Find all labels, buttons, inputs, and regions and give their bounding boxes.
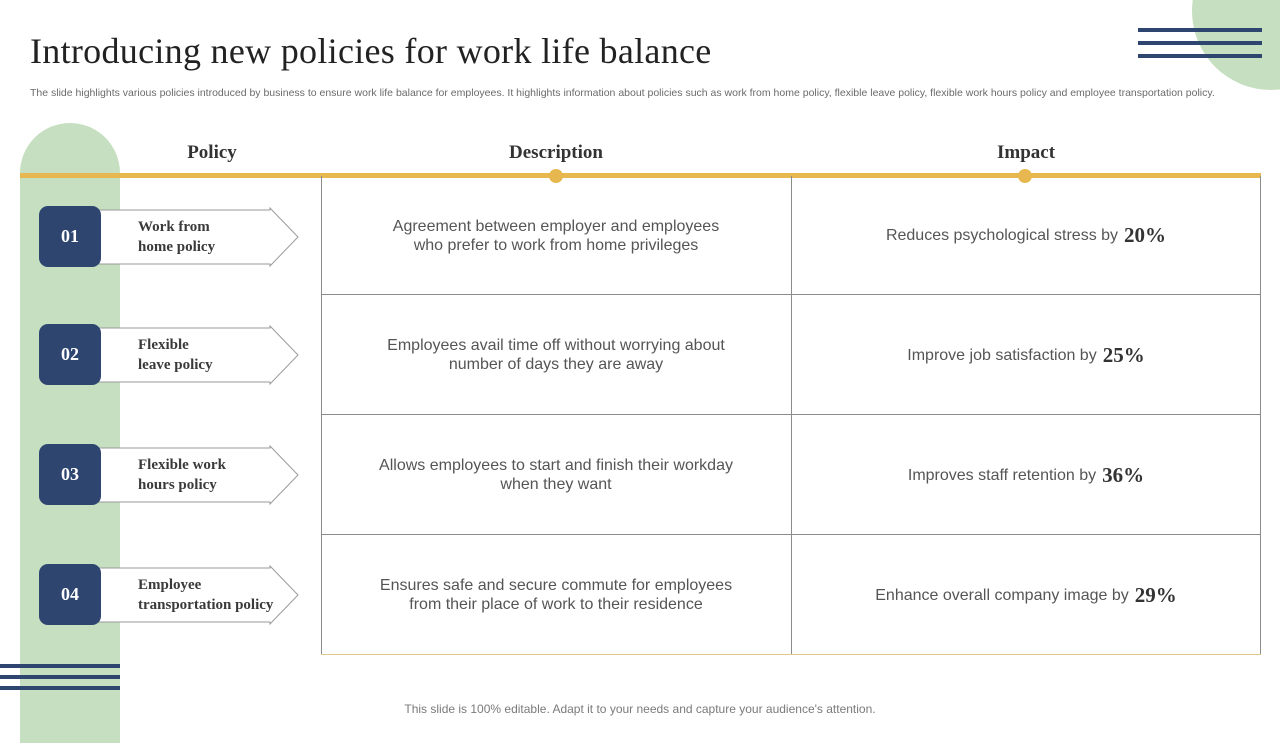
table-row-description [321, 535, 791, 655]
table-row-description [321, 415, 791, 535]
table-row-impact [791, 535, 1261, 655]
page-title: Introducing new policies for work life balance [30, 31, 712, 71]
table-row-impact [791, 176, 1261, 295]
impact-percentage: 20% [1124, 223, 1167, 247]
policy-name: Flexible leave policy [138, 337, 213, 373]
description-text: Ensures safe and secure commute for employees from their place of work to their residence [379, 577, 733, 613]
impact-text: Enhance overall company image by [875, 586, 1129, 604]
bottom-left-stripes-decoration [0, 664, 120, 697]
description-text: Allows employees to start and finish their workday when they want [379, 457, 733, 493]
column-header-impact: Impact [996, 142, 1056, 163]
table-row-impact [791, 295, 1261, 415]
impact-percentage: 25% [1102, 342, 1145, 367]
description-text: Agreement between employer and employees who prefer to work from home privileges [392, 217, 720, 254]
footer-note: This slide is 100% editable. Adapt it to your needs and capture your audience's attention. [404, 702, 876, 716]
impact-text: Improve job satisfaction by [907, 346, 1097, 364]
row-number-badge: 02 [39, 324, 101, 385]
page-subtitle: The slide highlights various policies introduced by business to ensure work life balance for employees. It highlights information about policies such as work from home policy, flexible leave policy, flexible work hours policy and employee transportation policy. [30, 87, 1215, 99]
column-header-policy: Policy [187, 142, 237, 163]
row-number-badge: 01 [39, 206, 101, 267]
impact-text: Improves staff retention by [907, 466, 1097, 484]
row-number-badge: 03 [39, 444, 101, 505]
row-number-badge: 04 [39, 564, 101, 625]
impact-percentage: 36% [1102, 462, 1145, 487]
table-row-description [321, 176, 791, 295]
table-row-impact [791, 415, 1261, 535]
table-row-description [321, 295, 791, 415]
policy-name: Flexible work hours policy [138, 457, 226, 493]
policy-name: Work from home policy [138, 219, 216, 255]
description-text: Employees avail time off without worrying about number of days they are away [387, 337, 725, 373]
policy-name: Employee transportation policy [138, 577, 274, 613]
column-header-description: Description [509, 142, 603, 163]
impact-text: Reduces psychological stress by [885, 227, 1119, 244]
impact-percentage: 29% [1134, 582, 1177, 607]
top-right-stripes-decoration [1138, 28, 1262, 67]
